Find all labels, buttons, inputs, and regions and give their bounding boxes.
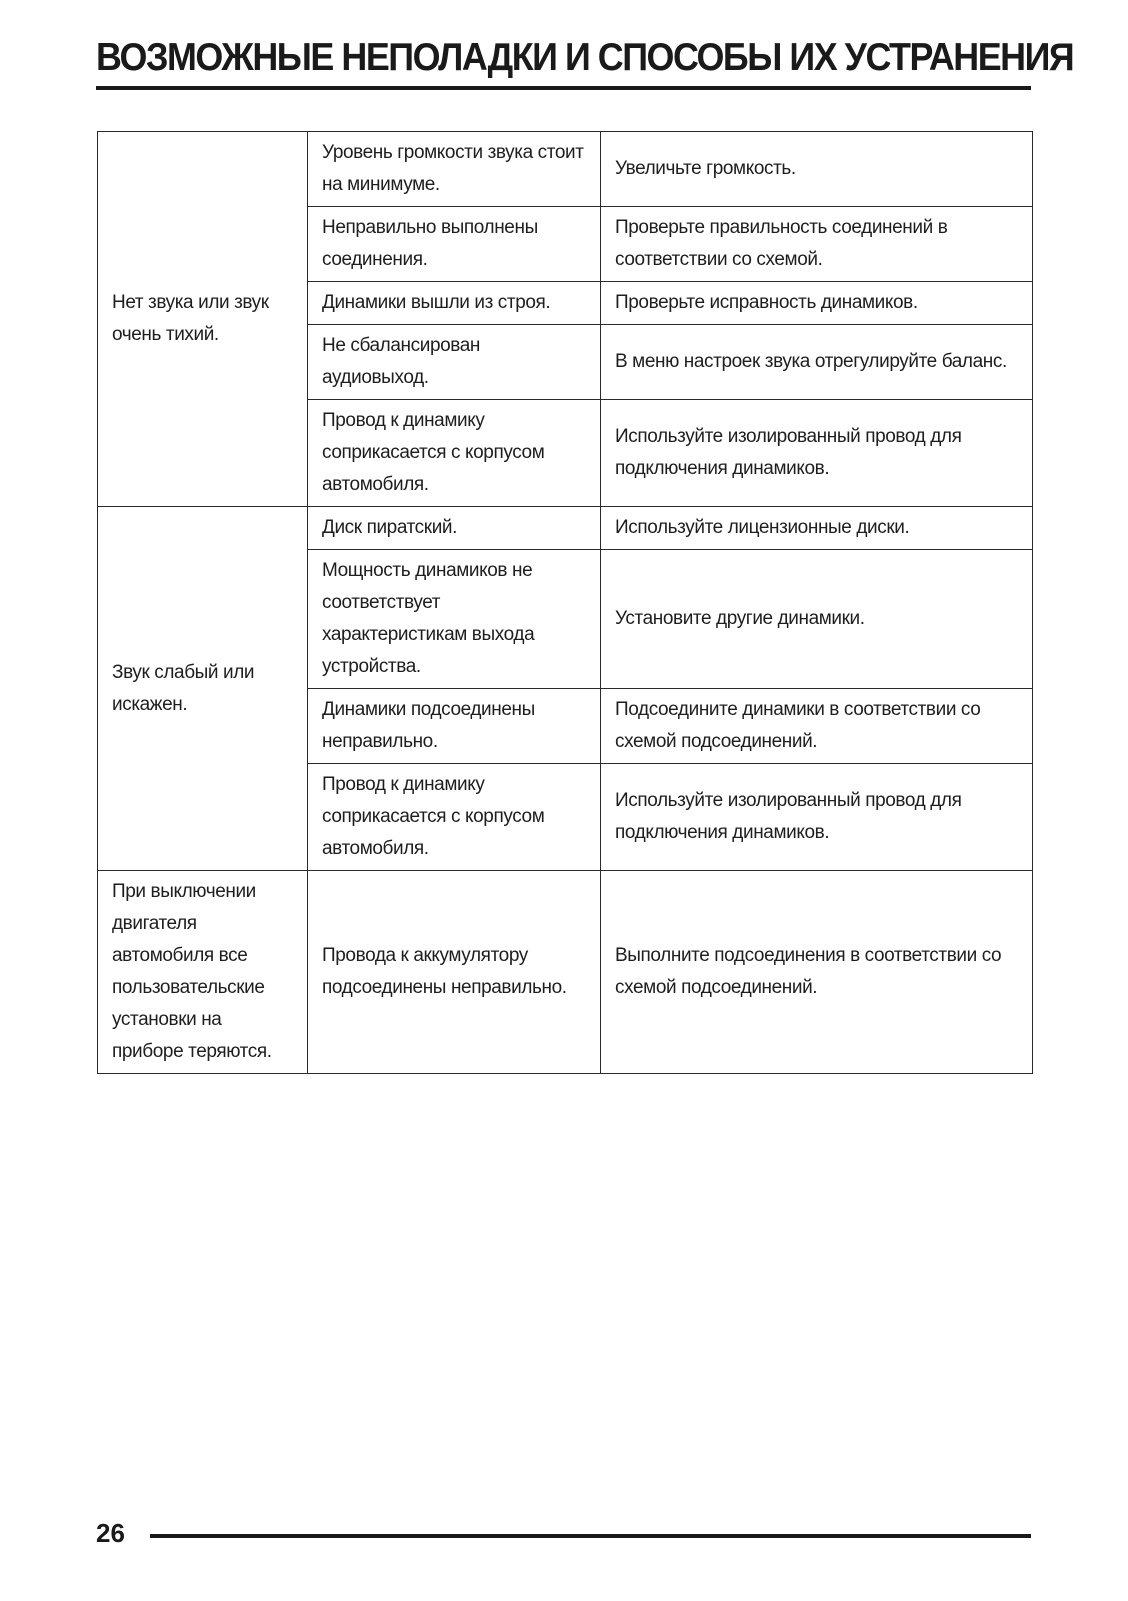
solution-cell: Проверьте правильность соединений в соответствии со схемой.: [601, 207, 1033, 282]
solution-cell: В меню настроек звука отрегулируйте баланс.: [601, 325, 1033, 400]
solution-cell: Проверьте исправность динамиков.: [601, 282, 1033, 325]
solution-cell: Увеличьте громкость.: [601, 132, 1033, 207]
solution-cell: Установите другие динамики.: [601, 550, 1033, 689]
cause-cell: Не сбалансирован аудиовыход.: [308, 325, 601, 400]
problem-cell: Звук слабый или искажен.: [98, 507, 308, 871]
page-number: 26: [96, 1518, 125, 1548]
troubleshooting-table: [97, 131, 1033, 1074]
cause-cell: Провод к динамику соприкасается с корпусом автомобиля.: [308, 400, 601, 507]
cause-cell: Мощность динамиков не соответствует характеристикам выхода устройства.: [308, 550, 601, 689]
cause-cell: Динамики вышли из строя.: [308, 282, 601, 325]
cause-cell: Провод к динамику соприкасается с корпусом автомобиля.: [308, 764, 601, 871]
cause-cell: Провода к аккумулятору подсоединены неправильно.: [308, 871, 601, 1074]
solution-cell: Используйте лицензионные диски.: [601, 507, 1033, 550]
cause-cell: Уровень громкости звука стоит на минимуме.: [308, 132, 601, 207]
problem-cell: Нет звука или звук очень тихий.: [98, 132, 308, 507]
problem-cell: При выключении двигателя автомобиля все пользовательские установки на приборе теряются.: [98, 871, 308, 1074]
cause-cell: Динамики подсоединены неправильно.: [308, 689, 601, 764]
table-row: [98, 871, 1033, 1074]
table-row: [98, 507, 1033, 550]
table-row: [98, 132, 1033, 207]
solution-cell: Подсоедините динамики в соответствии со схемой подсоединений.: [601, 689, 1033, 764]
solution-cell: Выполните подсоединения в соответствии со схемой подсоединений.: [601, 871, 1033, 1074]
cause-cell: Диск пиратский.: [308, 507, 601, 550]
cause-cell: Неправильно выполнены соединения.: [308, 207, 601, 282]
page-title: ВОЗМОЖНЫЕ НЕПОЛАДКИ И СПОСОБЫ ИХ УСТРАНЕНИЯ: [96, 36, 1074, 79]
solution-cell: Используйте изолированный провод для подключения динамиков.: [601, 764, 1033, 871]
solution-cell: Используйте изолированный провод для подключения динамиков.: [601, 400, 1033, 507]
title-divider: [96, 86, 1031, 90]
footer-divider: [150, 1534, 1031, 1538]
